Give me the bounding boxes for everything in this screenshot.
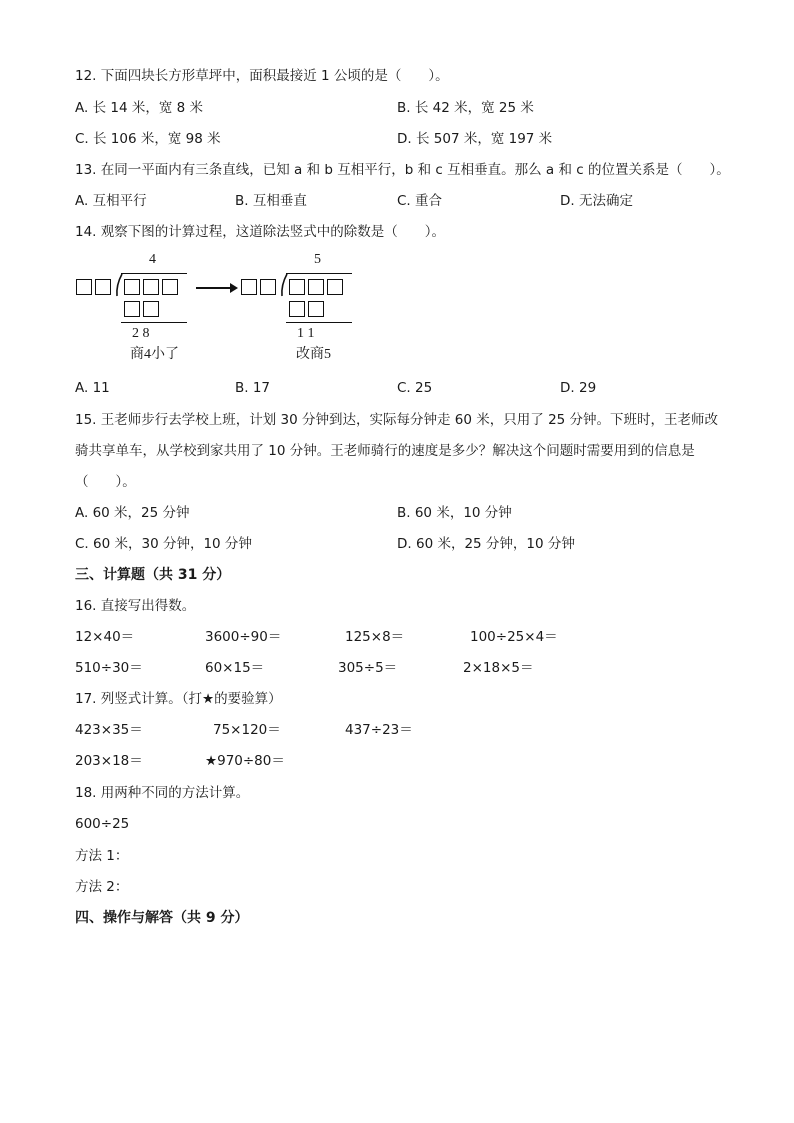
section3-heading: 三、计算题（共 31 分） [75,567,231,583]
q15-option-c: C. 60 米，30 分钟，10 分钟 [75,536,252,552]
q16-item: 100÷25×4＝ [470,629,558,645]
section4-heading: 四、操作与解答（共 9 分） [75,910,249,926]
q16-stem: 16. 直接写出得数。 [75,598,196,614]
box-icon [124,301,140,317]
left-subtract-bar [121,322,187,323]
right-subtract-bar [286,322,352,323]
q15-option-b: B. 60 米，10 分钟 [397,505,512,521]
q17-item: 423×35＝ [75,722,143,738]
left-dividend-boxes [124,279,181,299]
box-icon [76,279,92,295]
q17-item: ★970÷80＝ [205,753,285,769]
q16-item: 510÷30＝ [75,660,143,676]
q17-item: 437÷23＝ [345,722,413,738]
left-caption: 商4小了 [130,347,179,362]
box-icon [241,279,257,295]
q16-item: 12×40＝ [75,629,135,645]
left-quotient-bar [121,273,187,274]
box-icon [289,279,305,295]
q13-option-c: C. 重合 [397,193,443,209]
left-quotient: 4 [149,252,156,267]
q12-option-b: B. 长 42 米，宽 25 米 [397,100,534,116]
q13-stem: 13. 在同一平面内有三条直线，已知 a 和 b 互相平行，b 和 c 互相垂直。那么 a 和 c 的位置关系是（ ）。 [75,162,730,178]
box-icon [308,279,324,295]
box-icon [124,279,140,295]
q15-option-a: A. 60 米，25 分钟 [75,505,190,521]
q16-item: 3600÷90＝ [205,629,282,645]
box-icon [143,279,159,295]
right-divisor-boxes [241,279,279,299]
q12-option-c: C. 长 106 米，宽 98 米 [75,131,221,147]
left-product-boxes [124,301,162,321]
q16-item: 305÷5＝ [338,660,398,676]
q15-option-d: D. 60 米，25 分钟，10 分钟 [397,536,575,552]
right-quotient-bar [286,273,352,274]
left-divisor-boxes [76,279,114,299]
q12-option-d: D. 长 507 米，宽 197 米 [397,131,553,147]
left-remainder: 2 8 [132,326,150,341]
box-icon [143,301,159,317]
q18-expression: 600÷25 [75,816,130,832]
q13-option-b: B. 互相垂直 [235,193,307,209]
arrow-right-icon [196,280,238,296]
right-caption: 改商5 [296,347,331,362]
q14-stem: 14. 观察下图的计算过程，这道除法竖式中的除数是（ ）。 [75,224,446,240]
q14-option-d: D. 29 [560,380,597,396]
q17-item: 75×120＝ [213,722,281,738]
q12-stem: 12. 下面四块长方形草坪中，面积最接近 1 公顷的是（ ）。 [75,68,449,84]
q13-option-d: D. 无法确定 [560,193,633,209]
box-icon [308,301,324,317]
q15-stem-line3: （ ）。 [75,474,136,490]
q18-method-1: 方法 1： [75,848,129,864]
right-dividend-boxes [289,279,346,299]
division-bracket-icon [114,273,124,297]
box-icon [260,279,276,295]
q18-method-2: 方法 2： [75,879,129,895]
q15-stem-line2: 骑共享单车，从学校到家共用了 10 分钟。王老师骑行的速度是多少？解决这个问题时需要用到的信息是 [75,443,695,459]
q17-item: 203×18＝ [75,753,143,769]
box-icon [289,301,305,317]
right-remainder: 1 1 [297,326,315,341]
right-quotient: 5 [314,252,321,267]
q16-item: 2×18×5＝ [463,660,534,676]
q15-stem-line1: 15. 王老师步行去学校上班，计划 30 分钟到达，实际每分钟走 60 米，只用了 25 分钟。下班时，王老师改 [75,412,719,428]
q12-option-a: A. 长 14 米，宽 8 米 [75,100,204,116]
q16-item: 125×8＝ [345,629,405,645]
q18-stem: 18. 用两种不同的方法计算。 [75,785,250,801]
box-icon [95,279,111,295]
q14-option-c: C. 25 [397,380,433,396]
q16-item: 60×15＝ [205,660,265,676]
box-icon [162,279,178,295]
q13-option-a: A. 互相平行 [75,193,147,209]
right-product-boxes [289,301,327,321]
box-icon [327,279,343,295]
q14-option-b: B. 17 [235,380,271,396]
q14-option-a: A. 11 [75,380,110,396]
division-bracket-icon [279,273,289,297]
q17-stem: 17. 列竖式计算。（打★的要验算） [75,691,282,707]
